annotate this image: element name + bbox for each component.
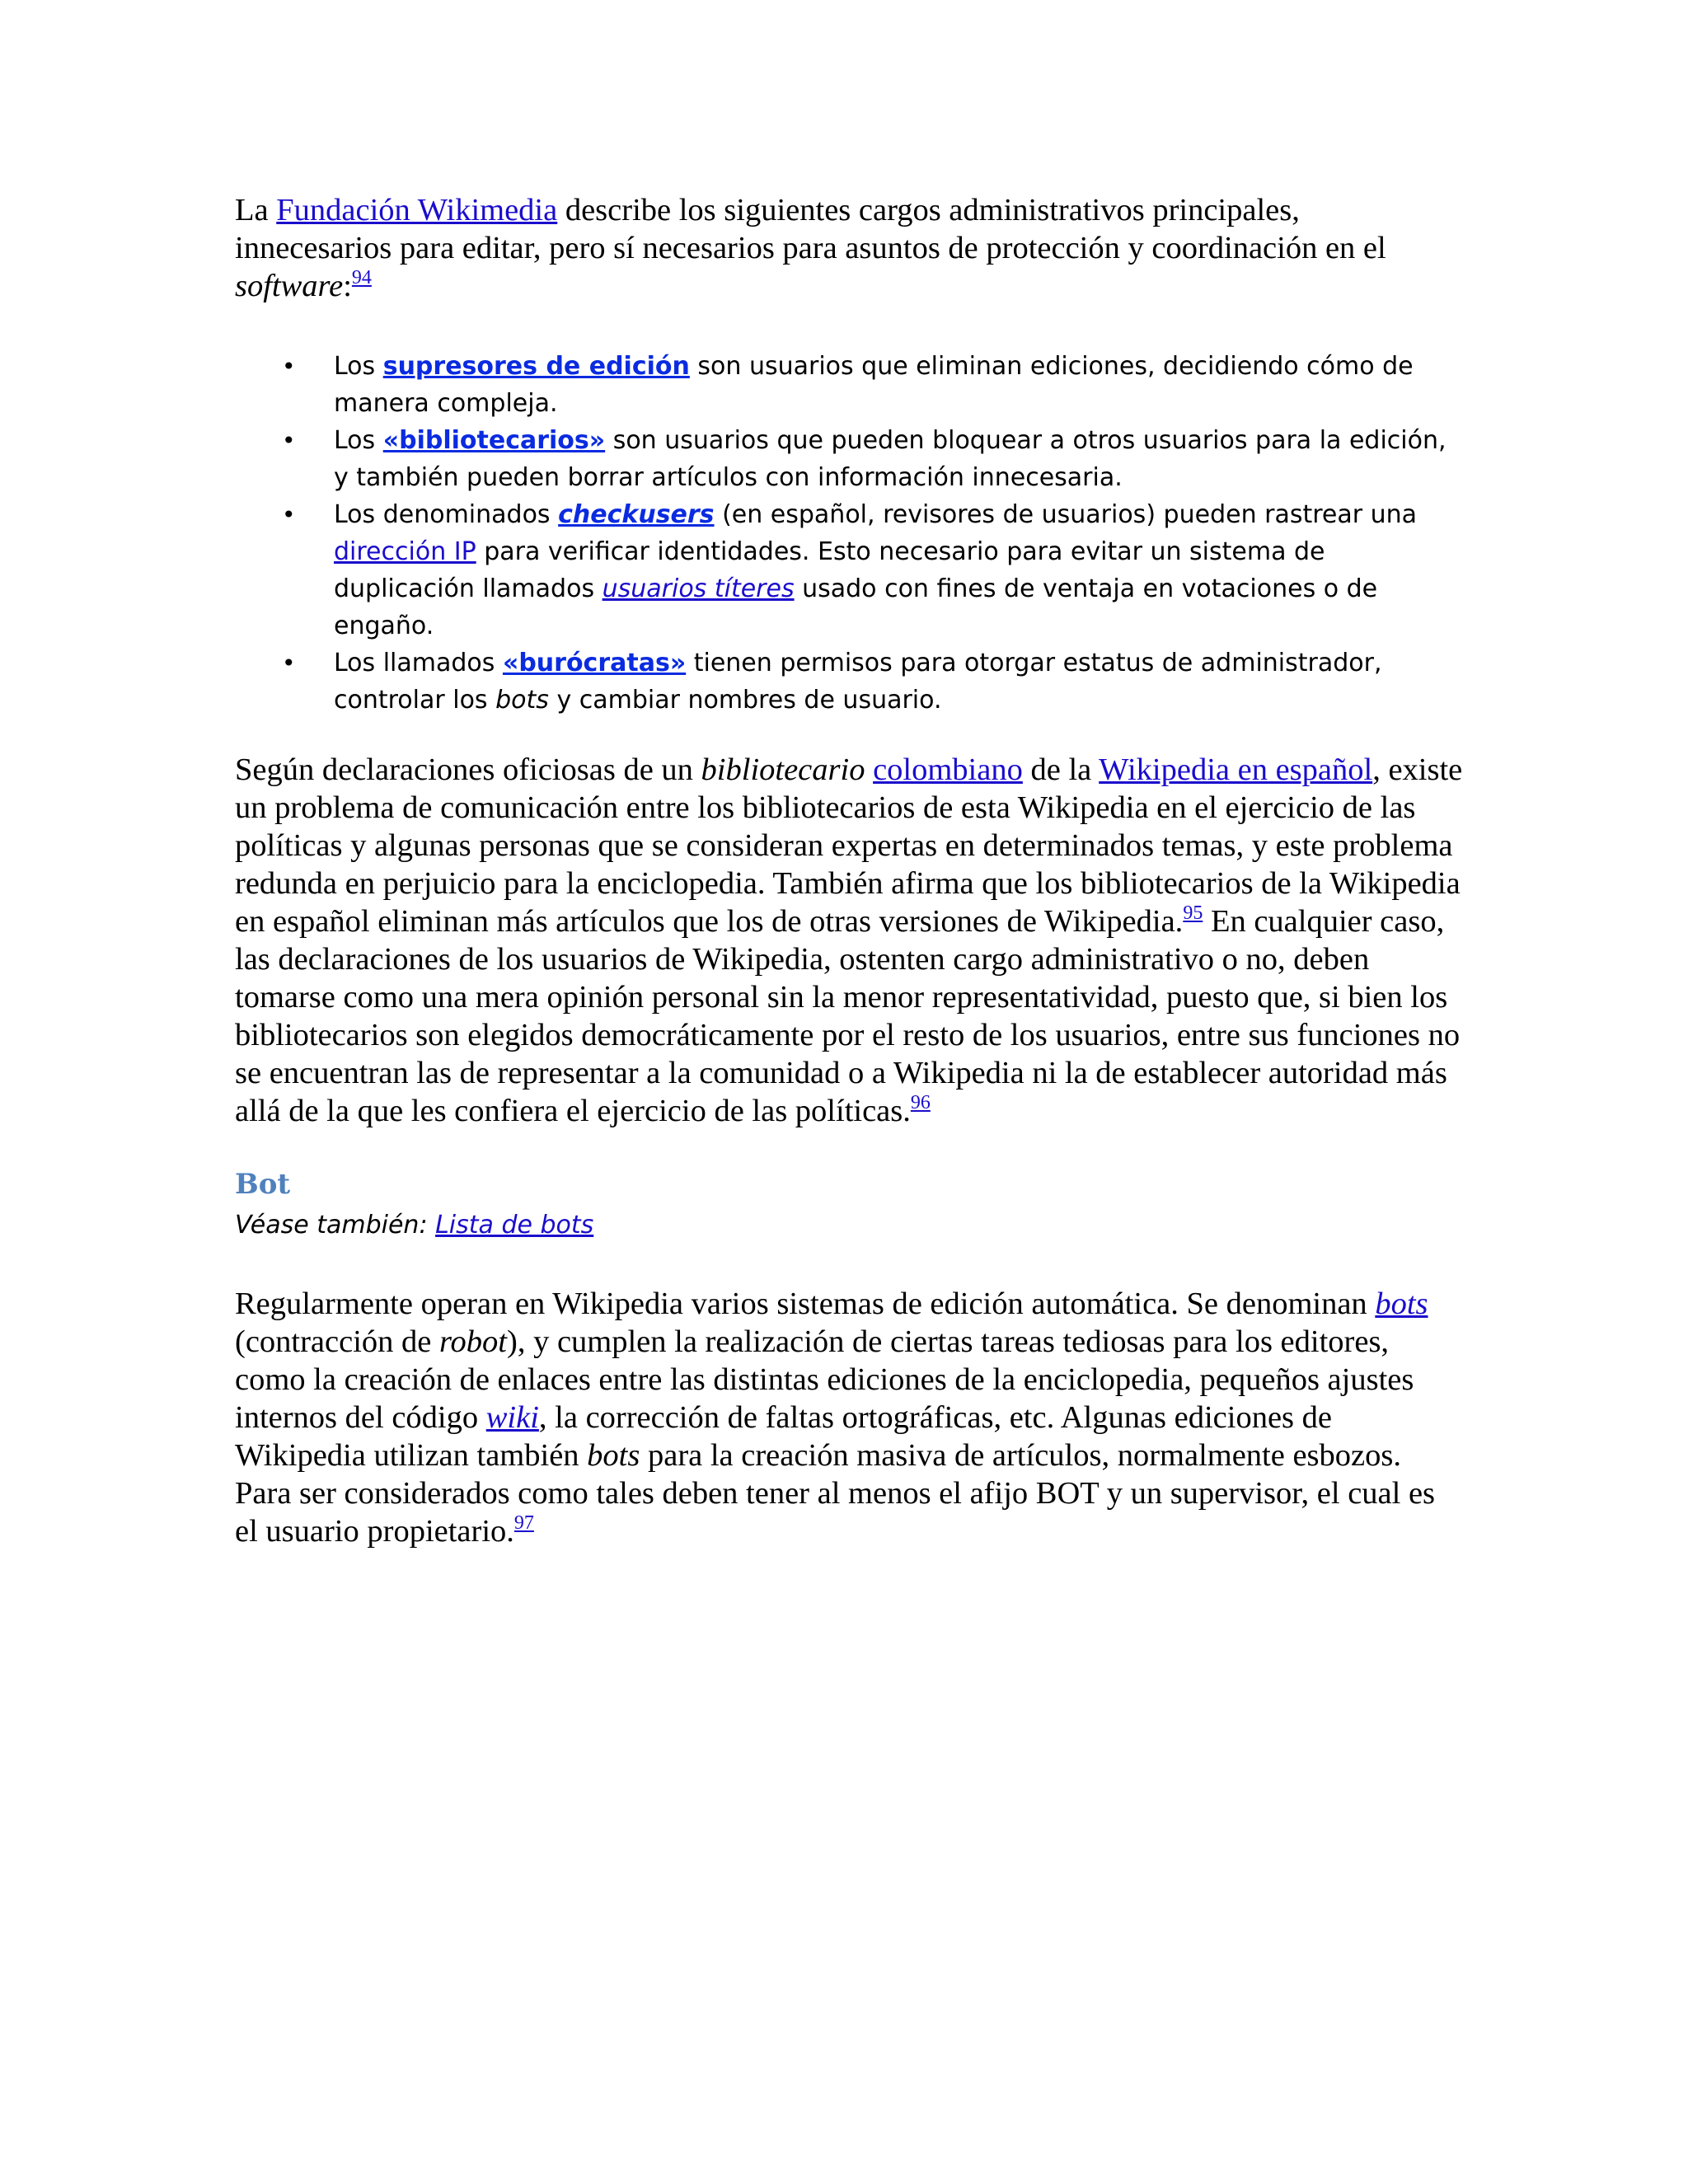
role-text: son usuarios que eliminan ediciones, decidiendo cómo de manera compleja. [334,352,1414,418]
bullet-icon: • [282,649,296,677]
roles-list [235,348,1463,719]
paragraph-bots [235,1285,1463,1550]
intro-colon: : [343,269,352,303]
intro-text: describe los siguientes cargos administrativos principales, innecesarios para editar, pero sí necesarios para asuntos de protección y coordinación en el [235,193,1386,265]
para-term: bots [587,1438,640,1473]
document-page [235,191,1463,1550]
para-text: de la [1022,752,1100,787]
role-text: tienen permisos para otorgar estatus de administrador, controlar los [334,649,1382,715]
role-prefix: Los [334,426,383,455]
list-item [235,496,1455,644]
bullet-icon: • [282,501,296,528]
see-also-label: Véase también: [235,1211,436,1240]
role-bots-term: bots [495,686,549,715]
para-text: Según declaraciones oficiosas de un [235,752,701,787]
list-item [235,644,1455,719]
bullet-icon: • [282,353,296,380]
role-text: y cambiar nombres de usuario. [548,686,942,715]
link-bots[interactable]: bots [1375,1286,1428,1321]
see-also-note [235,1207,1463,1244]
bullet-icon: • [282,427,296,454]
para-term: bibliotecario [701,752,865,787]
role-prefix: Los denominados [334,500,559,529]
intro-paragraph [235,191,1463,305]
paragraph-declaraciones [235,751,1463,1130]
ref-94 [352,267,372,288]
link-fundacion-wikimedia[interactable]: Fundación Wikimedia [276,193,558,227]
link-checkusers[interactable]: checkusers [558,500,715,529]
role-text: para verificar identidades. Esto necesario para evitar un sistema de duplicación llamados [334,537,1325,603]
link-lista-de-bots[interactable]: Lista de bots [435,1211,594,1240]
para-text: En cualquier caso, las declaraciones de los usuarios de Wikipedia, ostenten cargo administrativo o no, deben tomarse como una mera opinión personal sin la menor representatividad, puesto que, si bien los bibliotecarios son elegidos democráticamente por el resto de los usuarios, entre sus funciones no se encuentran las de representar a la comunidad o a Wikipedia ni la de establecer autoridad más allá de la que les confiera el ejercicio de las políticas. [235,904,1461,1128]
role-text: son usuarios que pueden bloquear a otros usuarios para la edición, y también pueden borrar artículos con información innecesaria. [334,426,1447,492]
link-direccion-ip[interactable]: dirección IP [334,537,476,566]
ref-95-link[interactable]: 95 [1183,902,1203,924]
ref-97-link[interactable]: 97 [513,1512,534,1534]
intro-text: La [235,193,277,227]
para-text: , la corrección de faltas ortográficas, etc. Algunas ediciones de Wikipedia utilizan también [235,1400,1332,1473]
list-item [235,348,1455,422]
intro-software-term: software [235,269,344,303]
link-burocratas[interactable]: «burócratas» [502,649,687,677]
ref-97 [514,1512,534,1534]
list-item [235,422,1455,496]
para-text: , existe un problema de comunicación entre los bibliotecarios de esta Wikipedia en el ejercicio de las políticas y algunas personas que se consideran expertas en determinados temas, y este problema redunda en perjuicio para la enciclopedia. También afirma que los bibliotecarios de la Wikipedia en español eliminan más artículos que los de otras versiones de Wikipedia. [235,752,1463,939]
link-colombiano[interactable]: colombiano [873,752,1023,787]
link-wiki[interactable]: wiki [485,1400,539,1435]
link-supresores[interactable]: supresores de edición [382,352,690,381]
ref-94-link[interactable]: 94 [351,267,372,288]
para-space [865,752,873,787]
ref-96-link[interactable]: 96 [910,1092,931,1113]
para-term: robot [438,1324,507,1359]
link-usuarios-titeres[interactable]: usuarios títeres [602,574,795,603]
link-wikipedia-en-espanol[interactable]: Wikipedia en español [1099,752,1373,787]
role-prefix: Los llamados [334,649,503,677]
para-text: Regularmente operan en Wikipedia varios sistemas de edición automática. Se denominan [235,1286,1376,1321]
section-heading-bot: Bot [235,1168,291,1201]
role-text: (en español, revisores de usuarios) pueden rastrear una [714,500,1418,529]
para-text: ), y cumplen la realización de ciertas tareas tediosas para los editores, como la creación de enlaces entre las distintas ediciones de la enciclopedia, pequeños ajustes internos del código [235,1324,1414,1435]
para-text: (contracción de [235,1324,439,1359]
para-text: para la creación masiva de artículos, normalmente esbozos. Para ser considerados como tales deben tener al menos el afijo BOT y un supervisor, el cual es el usuario propietario. [235,1438,1436,1549]
ref-95 [1183,902,1203,924]
ref-96 [911,1092,931,1113]
role-prefix: Los [334,352,383,381]
role-text: usado con fines de ventaja en votaciones o de engaño. [334,574,1378,640]
link-bibliotecarios[interactable]: «bibliotecarios» [382,426,606,455]
